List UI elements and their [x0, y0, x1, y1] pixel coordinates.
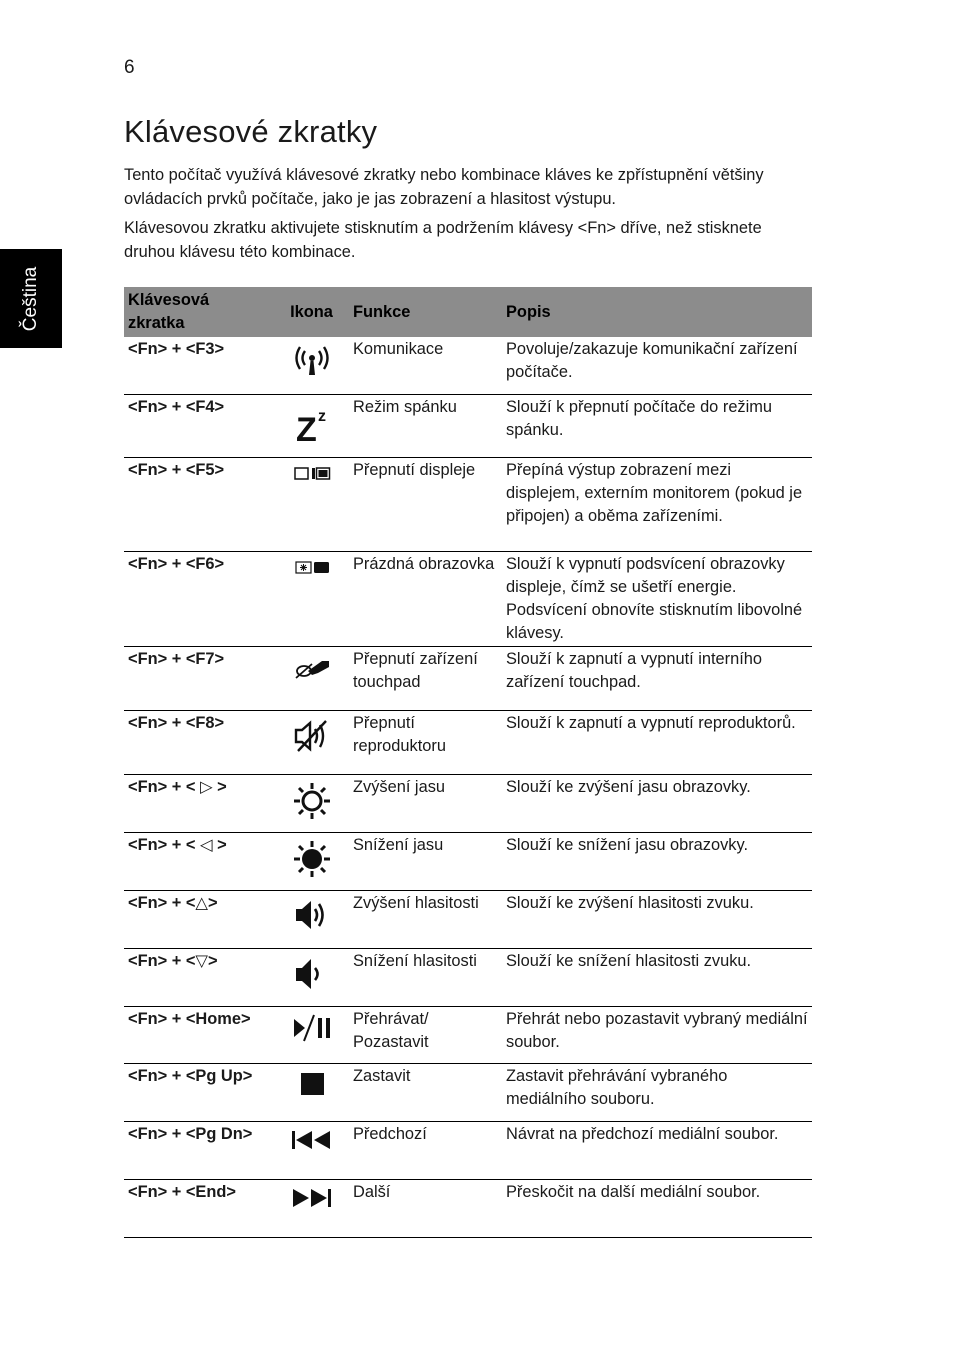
shortcut-key: <Fn> + <F8> — [124, 710, 274, 774]
shortcut-function: Další — [349, 1179, 502, 1237]
shortcut-icon-cell — [274, 710, 349, 774]
table-row — [124, 890, 812, 948]
shortcut-function: Režim spánku — [349, 394, 502, 457]
page-number: 6 — [124, 57, 135, 78]
shortcut-function: Snížení jasu — [349, 832, 502, 890]
header-icon: Ikona — [274, 287, 349, 337]
shortcut-description: Slouží k zapnutí a vypnutí reproduktorů. — [502, 710, 812, 774]
shortcut-icon-cell — [274, 1063, 349, 1121]
volume-down-icon — [292, 979, 332, 997]
shortcut-icon-cell — [274, 832, 349, 890]
header-function: Funkce — [349, 287, 502, 337]
shortcut-key: <Fn> + <F6> — [124, 551, 274, 646]
language-label: Čeština — [20, 266, 42, 331]
brightness-up-icon — [292, 807, 332, 825]
shortcut-icon-cell — [274, 948, 349, 1006]
shortcut-function: Zvýšení hlasitosti — [349, 890, 502, 948]
page-title: Klávesové zkratky — [124, 114, 378, 149]
table-header-row — [124, 287, 812, 337]
shortcut-function: Předchozí — [349, 1121, 502, 1179]
shortcut-icon-cell — [274, 774, 349, 832]
shortcut-icon-cell — [274, 394, 349, 457]
table-row — [124, 710, 812, 774]
volume-up-icon — [292, 919, 332, 937]
shortcut-description: Slouží k vypnutí podsvícení obrazovky displeje, čímž se ušetří energie. Podsvícení obnovíte stisknutím libovolné klávesy. — [502, 551, 812, 646]
shortcut-function: Komunikace — [349, 337, 502, 394]
shortcut-key: <Fn> + <F5> — [124, 457, 274, 551]
table-row — [124, 1179, 812, 1237]
shortcut-icon-cell — [274, 1179, 349, 1237]
shortcut-description: Povoluje/zakazuje komunikační zařízení počítače. — [502, 337, 812, 394]
table-row — [124, 774, 812, 832]
shortcut-description: Slouží k přepnutí počítače do režimu spánku. — [502, 394, 812, 457]
table-row — [124, 457, 812, 551]
shortcut-icon-cell — [274, 646, 349, 710]
table-row — [124, 832, 812, 890]
shortcut-key: <Fn> + <▽> — [124, 948, 274, 1006]
shortcut-icon-cell — [274, 890, 349, 948]
shortcut-key: <Fn> + <F3> — [124, 337, 274, 394]
table-row — [124, 948, 812, 1006]
shortcut-description: Přepíná výstup zobrazení mezi displejem, externím monitorem (pokud je připojen) a oběma zařízeními. — [502, 457, 812, 551]
shortcut-icon-cell — [274, 457, 349, 551]
shortcut-icon-cell — [274, 337, 349, 394]
shortcut-description: Slouží ke zvýšení jasu obrazovky. — [502, 774, 812, 832]
svg-text:Z: Z — [295, 410, 317, 445]
display-off-icon — [293, 564, 331, 582]
shortcut-key: <Fn> + < ▷ > — [124, 774, 274, 832]
table-row — [124, 1063, 812, 1121]
shortcut-description: Přehrát nebo pozastavit vybraný mediální soubor. — [502, 1006, 812, 1063]
wireless-icon — [292, 363, 332, 381]
touchpad-toggle-icon — [292, 667, 332, 685]
shortcut-function: Snížení hlasitosti — [349, 948, 502, 1006]
shortcut-key: <Fn> + <Pg Dn> — [124, 1121, 274, 1179]
shortcut-key: <Fn> + <End> — [124, 1179, 274, 1237]
play-pause-icon — [290, 1029, 334, 1047]
shortcut-description: Slouží ke snížení jasu obrazovky. — [502, 832, 812, 890]
svg-text:z: z — [317, 407, 326, 425]
table-row — [124, 551, 812, 646]
header-description: Popis — [502, 287, 812, 337]
display-switch-icon — [293, 470, 331, 488]
shortcut-function: Přepnutí displeje — [349, 457, 502, 551]
shortcut-icon-cell — [274, 1006, 349, 1063]
intro-paragraph-1: Tento počítač využívá klávesové zkratky nebo kombinace kláves ke zpřístupnění většiny ovládacích prvků počítače, jako je jas zobrazení a hlasitost výstupu. — [124, 166, 764, 208]
table-row — [124, 337, 812, 394]
sleep-icon — [292, 407, 332, 449]
intro-paragraph-2: Klávesovou zkratku aktivujete stisknutím a podržením klávesy <Fn> dříve, než stisknete druhou klávesu této kombinace. — [124, 219, 762, 261]
shortcut-table — [124, 287, 812, 1238]
stop-icon — [292, 1084, 332, 1102]
shortcut-function: Prázdná obrazovka — [349, 551, 502, 646]
shortcut-key: <Fn> + <Pg Up> — [124, 1063, 274, 1121]
previous-track-icon — [290, 1138, 334, 1156]
shortcut-icon-cell — [274, 551, 349, 646]
header-key: Klávesová zkratka — [124, 287, 274, 337]
shortcut-key: <Fn> + <F4> — [124, 394, 274, 457]
shortcut-description: Návrat na předchozí mediální soubor. — [502, 1121, 812, 1179]
shortcut-function: Přepnutí reproduktoru — [349, 710, 502, 774]
language-side-tab — [0, 249, 62, 348]
shortcut-function: Přepnutí zařízení touchpad — [349, 646, 502, 710]
shortcut-key: <Fn> + <△> — [124, 890, 274, 948]
table-row — [124, 646, 812, 710]
table-row — [124, 1121, 812, 1179]
shortcut-description: Přeskočit na další mediální soubor. — [502, 1179, 812, 1237]
shortcut-function: Přehrávat/ Pozastavit — [349, 1006, 502, 1063]
speaker-toggle-icon — [292, 741, 332, 759]
table-row — [124, 1006, 812, 1063]
shortcut-description: Slouží ke zvýšení hlasitosti zvuku. — [502, 890, 812, 948]
brightness-down-icon — [292, 865, 332, 883]
shortcut-key: <Fn> + < ◁ > — [124, 832, 274, 890]
table-row — [124, 394, 812, 457]
shortcut-key: <Fn> + <Home> — [124, 1006, 274, 1063]
shortcut-icon-cell — [274, 1121, 349, 1179]
shortcut-key: <Fn> + <F7> — [124, 646, 274, 710]
shortcut-description: Slouží k zapnutí a vypnutí interního zařízení touchpad. — [502, 646, 812, 710]
next-track-icon — [290, 1196, 334, 1214]
shortcut-function: Zastavit — [349, 1063, 502, 1121]
shortcut-description: Zastavit přehrávání vybraného mediálního souboru. — [502, 1063, 812, 1121]
shortcut-function: Zvýšení jasu — [349, 774, 502, 832]
shortcut-description: Slouží ke snížení hlasitosti zvuku. — [502, 948, 812, 1006]
